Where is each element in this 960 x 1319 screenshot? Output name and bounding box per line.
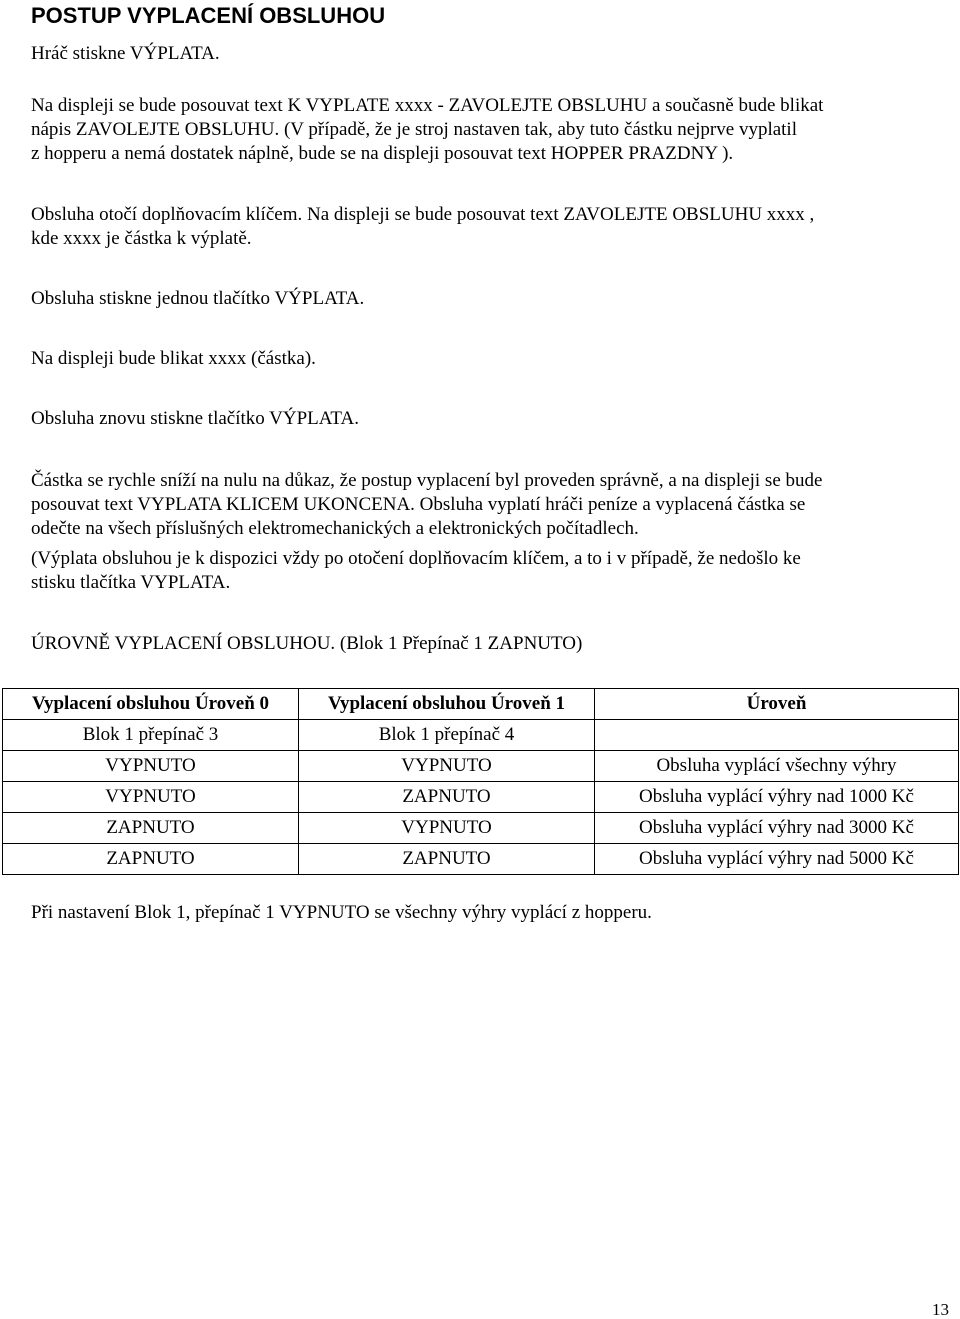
table-header-cell: Vyplacení obsluhou Úroveň 0 <box>3 689 299 720</box>
paragraph-line: nápis ZAVOLEJTE OBSLUHU. (V případě, že je stroj nastaven tak, aby tuto částku nejprve vyplatil <box>31 119 797 140</box>
paragraph-amount-reset <box>31 469 946 541</box>
table-cell: VYPNUTO <box>3 782 299 813</box>
payout-levels-table <box>2 688 959 875</box>
table-header-row <box>3 689 959 720</box>
paragraph-attendant-press-once: Obsluha stiskne jednou tlačítko VÝPLATA. <box>31 288 365 309</box>
paragraph-line: kde xxxx je částka k výplatě. <box>31 228 252 249</box>
table-row <box>3 782 959 813</box>
paragraph-player-press: Hráč stiskne VÝPLATA. <box>31 43 220 64</box>
table-cell: ZAPNUTO <box>3 844 299 875</box>
table-row <box>3 813 959 844</box>
table-subheader-cell <box>595 720 959 751</box>
levels-heading: ÚROVNĚ VYPLACENÍ OBSLUHOU. (Blok 1 Přepínač 1 ZAPNUTO) <box>31 633 583 654</box>
paragraph-display-blink: Na displeji bude blikat xxxx (částka). <box>31 348 316 369</box>
table-cell: VYPNUTO <box>3 751 299 782</box>
page-number: 13 <box>932 1300 949 1319</box>
paragraph-display-message <box>31 94 946 166</box>
table-row <box>3 844 959 875</box>
table-cell: ZAPNUTO <box>3 813 299 844</box>
paragraph-key-turn <box>31 203 946 251</box>
footer-note: Při nastavení Blok 1, přepínač 1 VYPNUTO se všechny výhry vyplácí z hopperu. <box>31 902 652 923</box>
paragraph-line: posouvat text VYPLATA KLICEM UKONCENA. Obsluha vyplatí hráči peníze a vyplacená částka se <box>31 494 806 515</box>
paragraph-line: Na displeji se bude posouvat text K VYPLATE xxxx - ZAVOLEJTE OBSLUHU a současně bude blikat <box>31 95 824 116</box>
paragraph-line: stisku tlačítka VYPLATA. <box>31 572 231 593</box>
table-cell: ZAPNUTO <box>299 844 595 875</box>
paragraph-line: Částka se rychle sníží na nulu na důkaz, že postup vyplacení byl proveden správně, a na displeji se bude <box>31 470 823 491</box>
table-cell: VYPNUTO <box>299 751 595 782</box>
table-header-cell: Úroveň <box>595 689 959 720</box>
page-title: POSTUP VYPLACENÍ OBSLUHOU <box>31 3 386 28</box>
table-cell: Obsluha vyplácí všechny výhry <box>595 751 959 782</box>
table-cell: VYPNUTO <box>299 813 595 844</box>
paragraph-line: odečte na všech příslušných elektromechanických a elektronických počítadlech. <box>31 518 639 539</box>
table-cell: Obsluha vyplácí výhry nad 5000 Kč <box>595 844 959 875</box>
table-cell: ZAPNUTO <box>299 782 595 813</box>
paragraph-line: z hopperu a nemá dostatek náplně, bude se na displeji posouvat text HOPPER PRAZDNY ). <box>31 143 734 164</box>
table-cell: Obsluha vyplácí výhry nad 1000 Kč <box>595 782 959 813</box>
table-header-cell: Vyplacení obsluhou Úroveň 1 <box>299 689 595 720</box>
paragraph-availability-note <box>31 547 946 595</box>
paragraph-line: (Výplata obsluhou je k dispozici vždy po otočení doplňovacím klíčem, a to i v případě, že nedošlo ke <box>31 548 801 569</box>
table-subheader-cell: Blok 1 přepínač 4 <box>299 720 595 751</box>
paragraph-line: Obsluha otočí doplňovacím klíčem. Na displeji se bude posouvat text ZAVOLEJTE OBSLUHU xxxx , <box>31 204 815 225</box>
table-row <box>3 751 959 782</box>
paragraph-attendant-press-again: Obsluha znovu stiskne tlačítko VÝPLATA. <box>31 408 359 429</box>
table-cell: Obsluha vyplácí výhry nad 3000 Kč <box>595 813 959 844</box>
table-subheader-row <box>3 720 959 751</box>
table-subheader-cell: Blok 1 přepínač 3 <box>3 720 299 751</box>
